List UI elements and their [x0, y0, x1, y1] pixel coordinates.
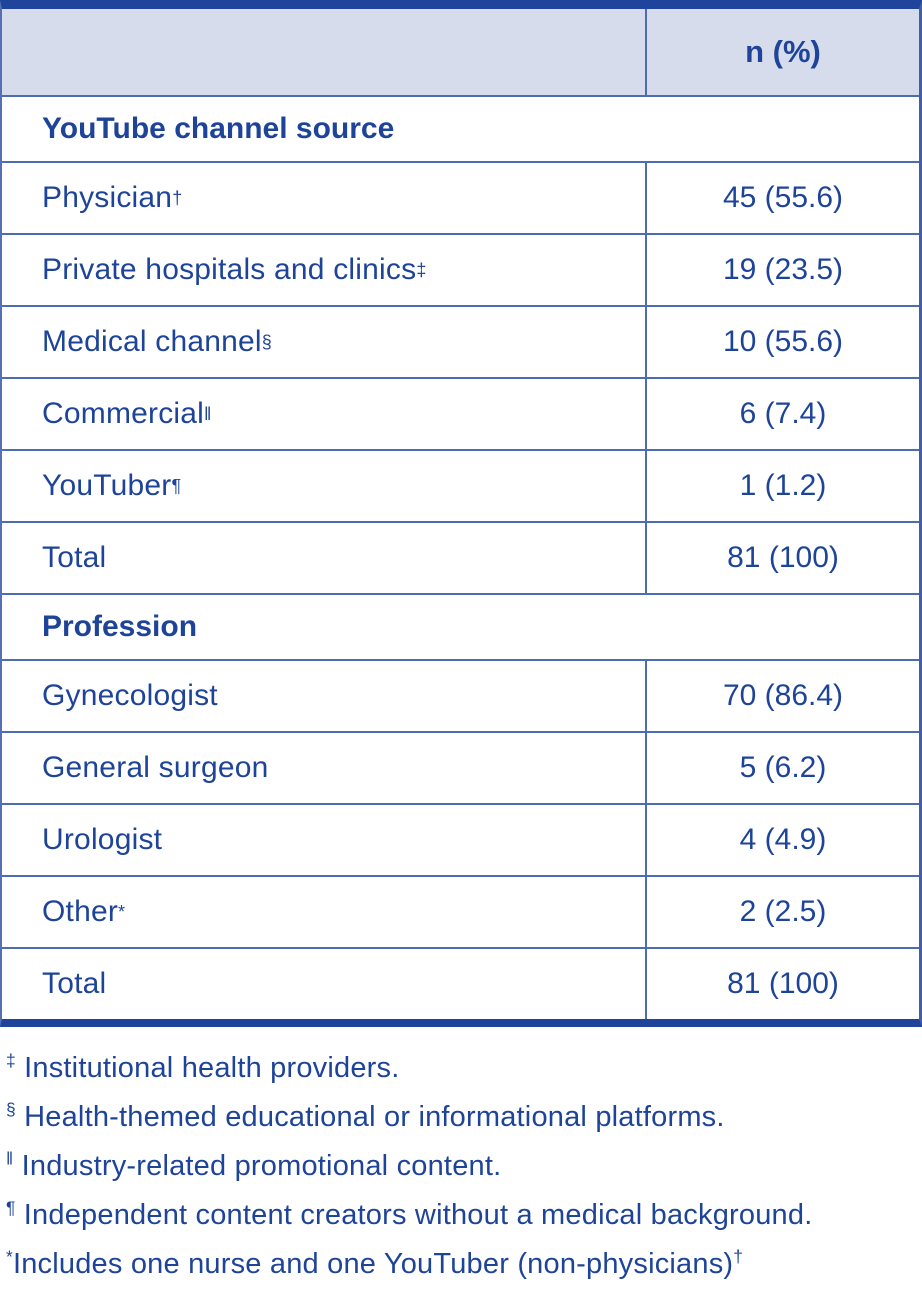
table-row-urologist	[2, 803, 919, 875]
row-value: 2 (2.5)	[645, 877, 919, 947]
row-label-text: Urologist	[42, 823, 163, 856]
row-label	[2, 523, 645, 593]
table-row-commercial	[2, 377, 919, 449]
section-header-profession	[2, 593, 919, 659]
row-label: Private hospitals and clinics ‡	[42, 253, 427, 286]
row-label-text: Gynecologist	[42, 679, 218, 712]
row-value: 81 (100)	[645, 523, 919, 593]
footnote-pilcrow	[6, 1199, 912, 1231]
header-empty-cell	[2, 9, 645, 95]
table-row-medical-channel	[2, 305, 919, 377]
row-label: YouTuber ¶	[42, 469, 182, 502]
row-label	[2, 805, 645, 875]
footnote-double-bar	[6, 1150, 912, 1182]
row-value: 6 (7.4)	[645, 379, 919, 449]
row-label-text: Total	[42, 967, 107, 1000]
section-title: Profession	[42, 610, 198, 643]
footnote-marker: ‡	[6, 1050, 16, 1071]
row-label: Other *	[42, 895, 126, 928]
table-row-gynecologist	[2, 659, 919, 731]
row-label-text: Private hospitals and clinics	[42, 253, 417, 286]
footnote-section-sign	[6, 1101, 912, 1133]
section-header-youtube-channel-source	[2, 95, 919, 161]
row-value: 19 (23.5)	[645, 235, 919, 305]
row-value: 70 (86.4)	[645, 661, 919, 731]
row-label-text: Medical channel	[42, 325, 262, 358]
footnote-marker: *	[6, 1246, 13, 1267]
row-value: 81 (100)	[645, 949, 919, 1019]
row-label	[2, 949, 645, 1019]
table-header-row	[2, 9, 919, 95]
footnote-text: Health-themed educational or informational platforms.	[15, 1101, 725, 1133]
footnote-asterisk	[6, 1248, 912, 1280]
row-value: 10 (55.6)	[645, 307, 919, 377]
row-label	[2, 733, 645, 803]
row-label	[2, 661, 645, 731]
row-label-text: Commercial	[42, 397, 205, 430]
row-value: 4 (4.9)	[645, 805, 919, 875]
footnote-text: Includes one nurse and one YouTuber (non-physicians)	[12, 1248, 734, 1280]
table-row-youtuber	[2, 449, 919, 521]
table-row-general-surgeon	[2, 731, 919, 803]
row-label: Medical channel §	[42, 325, 273, 358]
table-row-total-channel-source	[2, 521, 919, 593]
row-label-text: General surgeon	[42, 751, 269, 784]
row-label: Commercial ‖	[42, 397, 212, 430]
row-label-text: Other	[42, 895, 119, 928]
footnotes	[0, 1027, 922, 1280]
table-row-physician	[2, 161, 919, 233]
footnote-trailing-marker: †	[733, 1246, 744, 1267]
section-title: YouTube channel source	[42, 112, 395, 145]
table-row-other	[2, 875, 919, 947]
header-n-percent: n (%)	[645, 9, 919, 95]
footnote-text: Independent content creators without a medical background.	[15, 1199, 813, 1231]
row-label-text: Physician	[42, 181, 173, 214]
table-row-private-hospitals	[2, 233, 919, 305]
footnote-marker: ‖	[6, 1148, 14, 1169]
row-value: 5 (6.2)	[645, 733, 919, 803]
row-value: 45 (55.6)	[645, 163, 919, 233]
table-row-total-profession	[2, 947, 919, 1019]
footnote-marker: ¶	[6, 1197, 16, 1218]
footnote-marker: §	[6, 1099, 16, 1120]
row-label-text: YouTuber	[42, 469, 172, 502]
row-value: 1 (1.2)	[645, 451, 919, 521]
footnote-double-dagger	[6, 1052, 912, 1084]
row-label-text: Total	[42, 541, 107, 574]
footnote-text: Institutional health providers.	[15, 1052, 400, 1084]
row-label: Physician †	[42, 181, 183, 214]
footnote-text: Industry-related promotional content.	[13, 1150, 502, 1182]
